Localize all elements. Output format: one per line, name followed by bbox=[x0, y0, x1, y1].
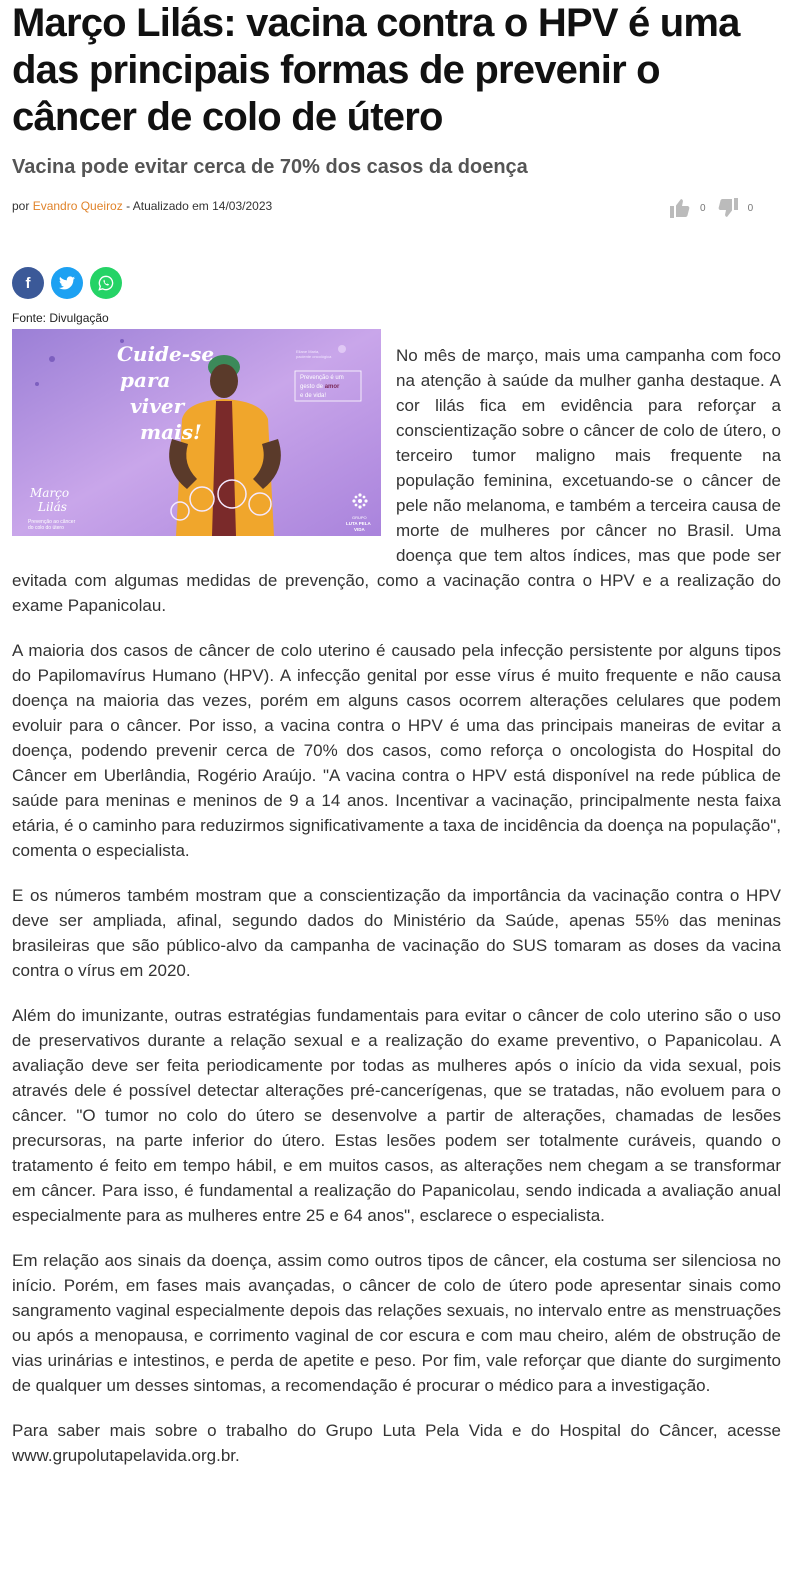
facebook-share-button[interactable] bbox=[12, 267, 44, 299]
like-count: 0 bbox=[700, 202, 706, 214]
svg-text:viver: viver bbox=[130, 394, 185, 418]
svg-text:paciente oncológica: paciente oncológica bbox=[296, 354, 332, 359]
byline-prefix: por bbox=[12, 199, 33, 213]
author-link[interactable]: Evandro Queiroz bbox=[32, 199, 123, 213]
updated-date: - Atualizado em 14/03/2023 bbox=[122, 199, 273, 213]
svg-text:mais!: mais! bbox=[140, 420, 202, 444]
svg-text:Eliane Maria,: Eliane Maria, bbox=[296, 349, 320, 354]
article-paragraph-1: No mês de março, mais uma campanha com foco na atenção à saúde da mulher ganha destaque. A cor lilás fica em evidência para reforçar a conscientização sobre o câncer de colo de útero, o terceiro tumor maligno mais frequente na população feminina, excetuando-se o câncer de pele não melanoma, e também a terceira causa de morte de mulheres por câncer no Brasil. Uma doença que tem altos índices, mas que pode ser evitada com algumas medidas de prevenção, como a vacinação contra o HPV e a realização do exame Papanicolau. bbox=[12, 346, 781, 615]
article-paragraph-4: Além do imunizante, outras estratégias fundamentais para evitar o câncer de colo uterino são o uso de preservativos durante a relação sexual e a realização do exame preventivo, o Papanicolau. A avaliação deve ser feita periodicamente por todas as mulheres após o início da vida sexual, pois através dele é possível detectar alterações pré-cancerígenas, que se tratadas, não evoluem para o câncer. "O tumor no colo do útero se desenvolve a partir de alterações, chamadas de lesões precursoras, na parte inferior do útero. Estas lesões podem ser totalmente curáveis, quando o tratamento é feito em tempo hábil, e em muitos casos, as alterações nem chegam a se transformar em câncer. Para isso, é fundamental a realização do Papanicolau, sendo indicada a avaliação anual especialmente para as mulheres entre 25 e 64 anos", esclarece o especialista. bbox=[12, 1006, 781, 1225]
vote-bar bbox=[668, 196, 753, 220]
svg-text:Prevenção ao câncer: Prevenção ao câncer bbox=[28, 519, 76, 525]
thumbs-down-icon bbox=[716, 196, 740, 220]
twitter-share-button[interactable] bbox=[51, 267, 83, 299]
svg-text:gesto de amor: gesto de amor bbox=[300, 384, 340, 390]
twitter-icon bbox=[59, 276, 75, 290]
image-source-caption: Fonte: Divulgação bbox=[12, 311, 109, 325]
svg-text:LUTA PELA: LUTA PELA bbox=[346, 521, 371, 526]
share-buttons bbox=[12, 267, 122, 299]
whatsapp-icon bbox=[98, 275, 114, 291]
svg-text:Março: Março bbox=[30, 486, 70, 500]
svg-text:Cuide-se: Cuide-se bbox=[117, 342, 215, 366]
dislike-button[interactable] bbox=[716, 196, 754, 220]
svg-text:e de vida!: e de vida! bbox=[300, 393, 327, 399]
svg-text:GRUPO: GRUPO bbox=[352, 515, 367, 520]
article-title: Março Lilás: vacina contra o HPV é uma das principais formas de prevenir o câncer de colo de útero bbox=[12, 1, 740, 139]
article-subtitle: Vacina pode evitar cerca de 70% dos casos da doença bbox=[12, 156, 528, 178]
whatsapp-share-button[interactable] bbox=[90, 267, 122, 299]
article-body bbox=[12, 343, 781, 1488]
article-paragraph-6: Para saber mais sobre o trabalho do Grupo Luta Pela Vida e do Hospital do Câncer, acesse www.grupolutapelavida.org.br. bbox=[12, 1421, 781, 1465]
article-paragraph-2: A maioria dos casos de câncer de colo uterino é causado pela infecção persistente por alguns tipos do Papilomavírus Humano (HPV). A infecção genital por esse vírus é muito frequente e não causa doença na maioria das vezes, porém em alguns casos ocorrem alterações celulares que podem evoluir para o câncer. Por isso, a vacina contra o HPV é uma das principais maneiras de evitar a doença, podendo prevenir cerca de 70% dos casos, como reforça o oncologista do Hospital do Câncer em Uberlândia, Rogério Araújo. "A vacina contra o HPV está disponível na rede pública de saúde para meninas e meninos de 9 a 14 anos. Incentivar a vacinação, principalmente nesta faixa etária, é o caminho para reduzirmos significativamente a taxa de incidência da doença na população", comenta o especialista. bbox=[12, 641, 781, 860]
svg-text:Lilás: Lilás bbox=[38, 500, 67, 514]
svg-text:Prevenção é um: Prevenção é um bbox=[300, 375, 344, 381]
article-paragraph-5: Em relação aos sinais da doença, assim como outros tipos de câncer, ela costuma ser silenciosa no início. Porém, em fases mais avançadas, o câncer de colo de útero pode apresentar sinais como sangramento vaginal especialmente depois das relações sexuais, no intervalo entre as menstruações ou após a menopausa, e corrimento vaginal de cor escura e com mau cheiro, além de obstrução de vias urinárias e intestinos, e perda de apetite e peso. Por fim, vale reforçar que diante do surgimento de qualquer um desses sintomas, a recomendação é procurar o médico para a investigação. bbox=[12, 1251, 781, 1395]
dislike-count: 0 bbox=[747, 202, 754, 214]
like-button[interactable] bbox=[668, 196, 706, 220]
image-float-spacer bbox=[12, 343, 384, 551]
byline bbox=[12, 199, 272, 213]
facebook-icon: f bbox=[25, 274, 31, 292]
svg-text:do colo do útero: do colo do útero bbox=[28, 525, 64, 531]
article-paragraph-3: E os números também mostram que a conscientização da importância da vacinação contra o HPV deve ser ampliada, afinal, segundo dados do Ministério da Saúde, apenas 55% das meninas brasileiras que são público-alvo da campanha de vacinação do SUS tomaram as doses da vacina contra o vírus em 2020. bbox=[12, 886, 781, 980]
svg-text:VIDA: VIDA bbox=[354, 527, 365, 532]
svg-text:para: para bbox=[120, 368, 171, 392]
thumbs-up-icon bbox=[668, 196, 692, 220]
